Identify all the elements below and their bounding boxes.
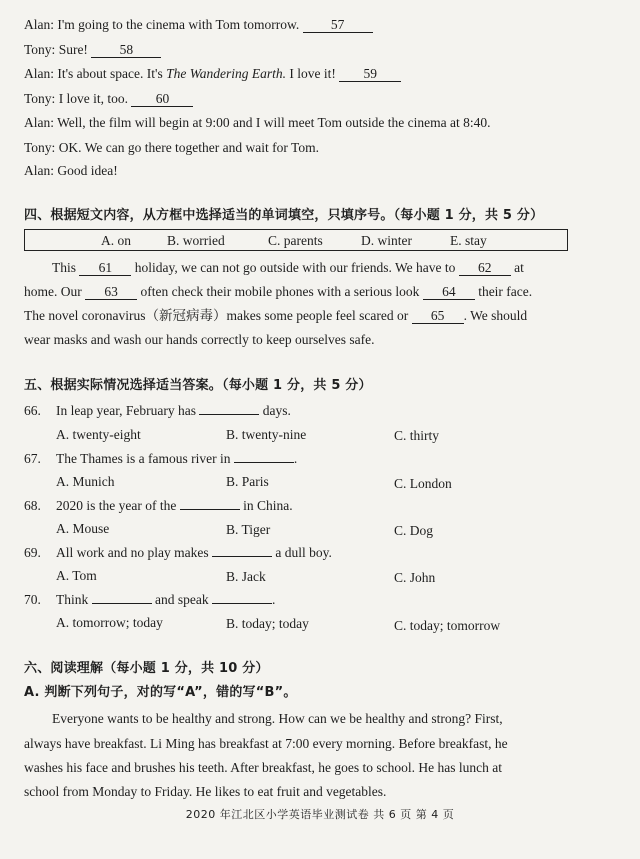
question-68 <box>24 497 293 515</box>
question-text: The Thames is a famous river in <box>56 451 234 466</box>
word-option-c: C. parents <box>268 233 323 248</box>
q68-option-b[interactable]: B. Tiger <box>226 522 271 537</box>
answer-blank-62[interactable]: 62 <box>459 260 511 276</box>
question-69 <box>24 544 332 562</box>
dialogue-line-3 <box>24 65 401 83</box>
dialogue-line-7 <box>24 162 118 180</box>
question-text: . <box>293 451 298 466</box>
passage-text: . We should <box>463 308 528 323</box>
q66-option-a[interactable]: A. twenty-eight <box>56 427 141 442</box>
passage-text: This <box>52 260 80 275</box>
passage-text: their face. <box>474 284 533 299</box>
question-number: 68. <box>24 498 41 513</box>
dialogue-line-1 <box>24 16 373 34</box>
q66-option-b[interactable]: B. twenty-nine <box>226 427 307 442</box>
answer-blank-58[interactable]: 58 <box>91 42 161 58</box>
passage-text: at <box>510 260 524 275</box>
q66-option-c[interactable]: C. thirty <box>394 428 440 443</box>
question-number: 70. <box>24 592 41 607</box>
answer-blank-59[interactable]: 59 <box>339 66 401 82</box>
q70-option-b[interactable]: B. today; today <box>226 616 309 631</box>
passage-text: home. Our <box>24 284 86 299</box>
question-blank[interactable] <box>180 497 240 510</box>
speaker: Alan: <box>24 115 54 130</box>
speaker: Tony: <box>24 140 56 155</box>
section-4-heading: 四、根据短文内容，从方框中选择适当的单词填空，只填序号。（每小题 1 分，共 5 分） <box>24 208 544 223</box>
question-blank[interactable] <box>212 544 272 557</box>
dialogue-text: Well, the film will begin at 9:00 and I will meet Tom outside the cinema at 8:40. <box>54 115 491 130</box>
q67-option-c[interactable]: C. London <box>394 476 452 491</box>
passage-line-2 <box>24 283 532 301</box>
answer-blank-57[interactable]: 57 <box>303 17 373 33</box>
section-6a-instruction: A. 判断下列句子，对的写“A”，错的写“B”。 <box>24 685 297 700</box>
speaker: Tony: <box>24 42 56 57</box>
question-text: Think <box>56 592 92 607</box>
question-text: in China. <box>239 498 293 513</box>
dialogue-text: Sure! <box>55 42 92 57</box>
dialogue-line-5 <box>24 114 491 132</box>
q69-option-c[interactable]: C. John <box>394 570 436 585</box>
reading-line-3: washes his face and brushes his teeth. After breakfast, he goes to school. He has lunch at <box>24 760 502 775</box>
reading-line-2: always have breakfast. Li Ming has breakfast at 7:00 every morning. Before breakfast, he <box>24 736 508 751</box>
q67-option-a[interactable]: A. Munich <box>56 474 115 489</box>
dialogue-text: I love it, too. <box>55 91 132 106</box>
question-text: All work and no play makes <box>56 545 212 560</box>
dialogue-text: I'm going to the cinema with Tom tomorrow. <box>54 17 303 32</box>
speaker: Alan: <box>24 66 54 81</box>
question-number: 69. <box>24 545 41 560</box>
passage-line-4 <box>24 331 375 349</box>
speaker: Alan: <box>24 17 54 32</box>
word-option-e: E. stay <box>450 233 487 248</box>
q69-option-b[interactable]: B. Jack <box>226 569 266 584</box>
dialogue-text: Good idea! <box>54 163 118 178</box>
reading-line-1: Everyone wants to be healthy and strong. How can we be healthy and strong? First, <box>52 711 503 726</box>
question-text: . <box>271 592 276 607</box>
word-option-b: B. worried <box>167 233 225 248</box>
q69-option-a[interactable]: A. Tom <box>56 568 97 583</box>
answer-blank-60[interactable]: 60 <box>131 91 193 107</box>
speaker: Tony: <box>24 91 56 106</box>
dialogue-line-4 <box>24 90 193 108</box>
dialogue-line-6 <box>24 139 319 157</box>
speaker: Alan: <box>24 163 54 178</box>
section-5-heading: 五、根据实际情况选择适当答案。（每小题 1 分，共 5 分） <box>24 378 372 393</box>
question-66 <box>24 402 291 420</box>
passage-text: The novel coronavirus（新冠病毒）makes some people feel scared or <box>24 308 412 323</box>
question-70 <box>24 591 275 609</box>
passage-line-1 <box>52 259 524 277</box>
question-blank[interactable] <box>199 402 259 415</box>
question-text: a dull boy. <box>271 545 332 560</box>
question-text: In leap year, February has <box>56 403 200 418</box>
passage-line-3 <box>24 307 527 325</box>
q68-option-a[interactable]: A. Mouse <box>56 521 110 536</box>
dialogue-text: OK. We can go there together and wait for Tom. <box>55 140 319 155</box>
answer-blank-63[interactable]: 63 <box>85 284 137 300</box>
section-6-heading: 六、阅读理解（每小题 1 分，共 10 分） <box>24 661 269 676</box>
word-option-d: D. winter <box>361 233 412 248</box>
dialogue-line-2 <box>24 41 161 59</box>
passage-text: often check their mobile phones with a serious look <box>137 284 423 299</box>
word-option-a: A. on <box>101 233 131 248</box>
q67-option-b[interactable]: B. Paris <box>226 474 269 489</box>
reading-line-4: school from Monday to Friday. He likes to eat fruit and vegetables. <box>24 784 387 799</box>
question-67 <box>24 450 297 468</box>
answer-blank-65[interactable]: 65 <box>412 308 464 324</box>
answer-blank-64[interactable]: 64 <box>423 284 475 300</box>
question-number: 66. <box>24 403 41 418</box>
page-footer: 2020 年江北区小学英语毕业测试卷 共 6 页 第 4 页 <box>185 808 455 821</box>
word-bank-box <box>24 229 568 251</box>
q70-option-a[interactable]: A. tomorrow; today <box>56 615 163 630</box>
passage-text: wear masks and wash our hands correctly to keep ourselves safe. <box>24 332 375 347</box>
question-text: and speak <box>151 592 212 607</box>
question-blank-1[interactable] <box>92 591 152 604</box>
passage-text: holiday, we can not go outside with our friends. We have to <box>131 260 459 275</box>
question-text: 2020 is the year of the <box>56 498 180 513</box>
q68-option-c[interactable]: C. Dog <box>394 523 434 538</box>
film-title: The Wandering Earth. <box>166 66 286 81</box>
question-number: 67. <box>24 451 41 466</box>
dialogue-text: I love it! <box>285 66 340 81</box>
question-blank[interactable] <box>234 450 294 463</box>
answer-blank-61[interactable]: 61 <box>79 260 131 276</box>
question-blank-2[interactable] <box>212 591 272 604</box>
dialogue-text: It's about space. It's <box>54 66 167 81</box>
q70-option-c[interactable]: C. today; tomorrow <box>394 618 501 633</box>
question-text: days. <box>259 403 291 418</box>
